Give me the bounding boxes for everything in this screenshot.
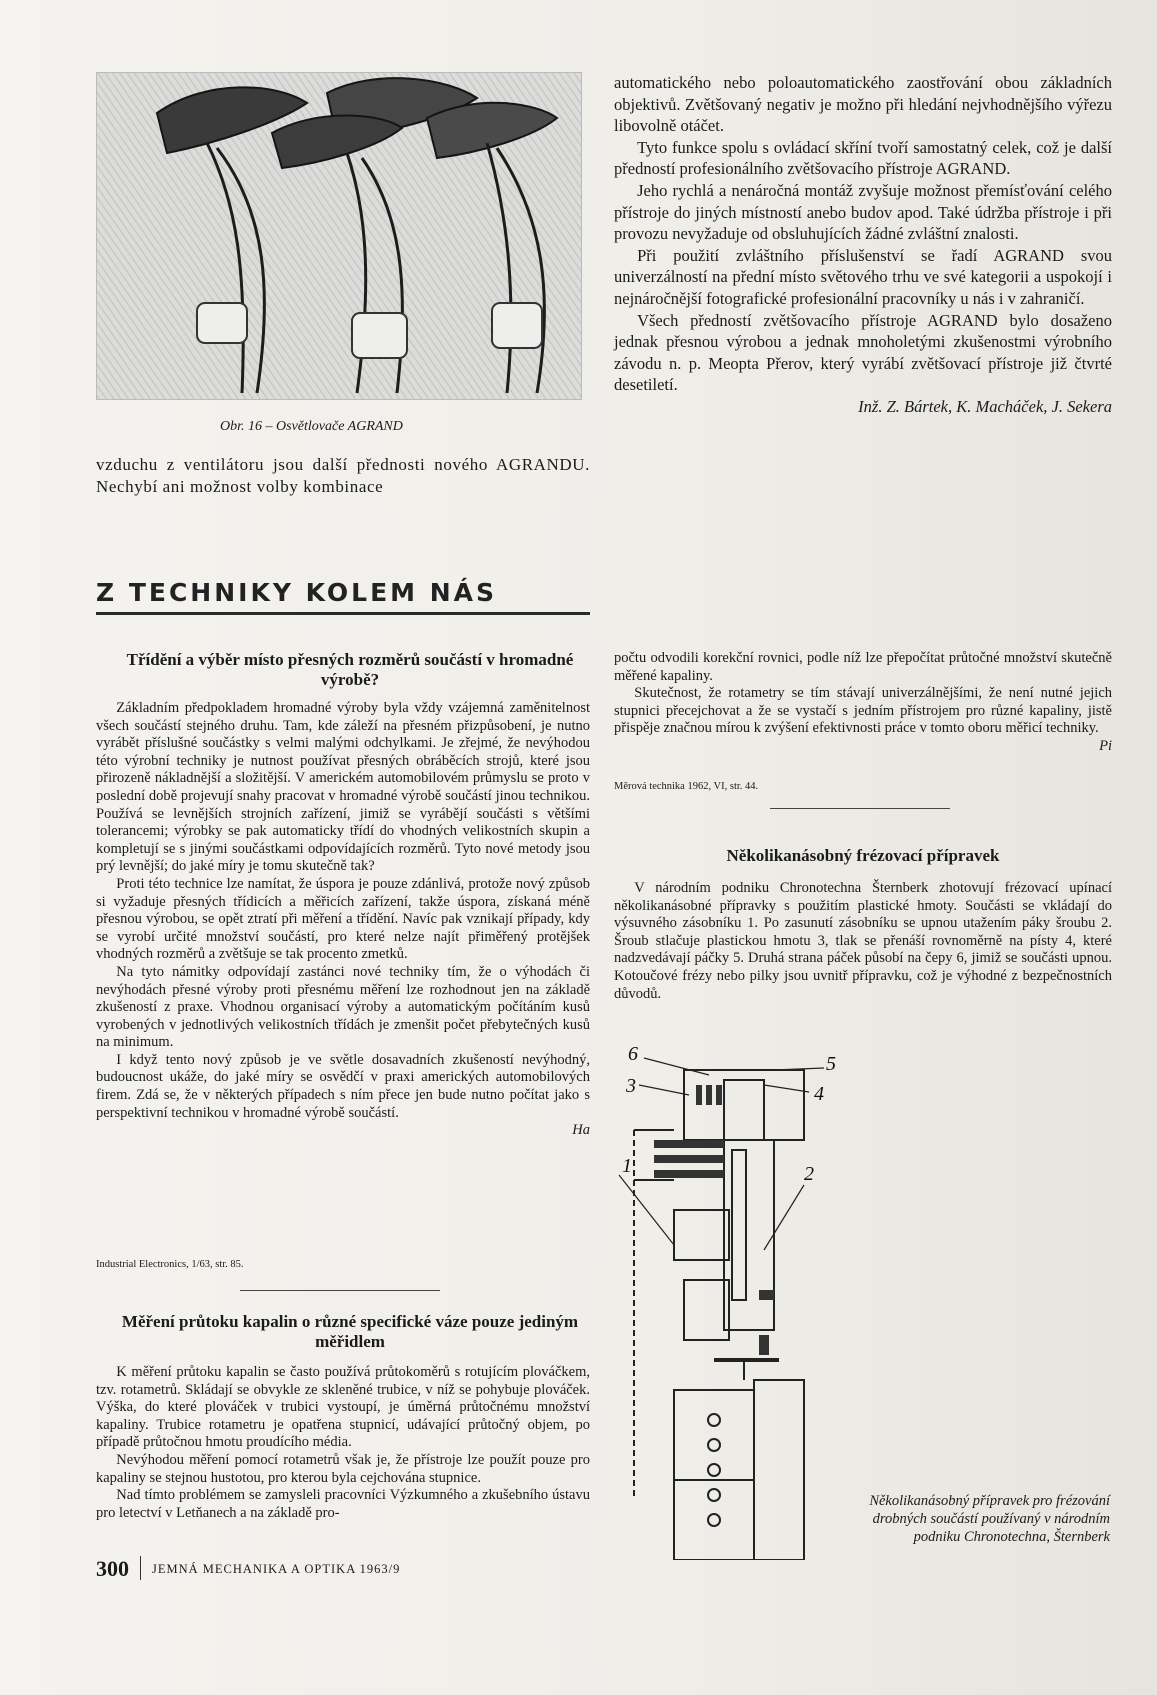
section-title: Z TECHNIKY KOLEM NÁS [96, 578, 498, 607]
figure-caption: Několikanásobný přípravek pro frézování drobných součástí používaný v národním podniku Chronotechna, Šternberk [869, 1493, 1110, 1545]
article3-body [614, 880, 1112, 1003]
photo-caption: Obr. 16 – Osvětlovače AGRAND [220, 419, 403, 434]
paragraph: Na tyto námitky odpovídají zastánci nové techniky tím, že o výhodách či nevýhodách přesné výroby proti přesnému měření lze rozhodnout jen na základě zkušeností z praxe. Vhodnou organisací výroby a automatickým počítáním kusů vyrobených v jednotlivých velikostních třídách je zmenšit počet přebytečných kusů na minimum. [96, 963, 590, 1051]
paragraph: automatického nebo poloautomatického zaostřování obou základních objektivů. Zvětšovaný negativ je možno při hledání nejvhodnějšího výřezu libovolně otáčet. [614, 73, 1112, 136]
paragraph: Při použití zvláštního příslušenství se řadí AGRAND svou univerzálností na přední místo světového trhu ve své kategorii a uspokojí i nejnáročnější fotografické profesionální pracovníky u nás i v zahraničí. [614, 245, 1112, 308]
figure-label: 2 [804, 1163, 814, 1185]
paragraph: K měření průtoku kapalin se často používá průtokoměrů s rotujícím plováčkem, tzv. rotametrů. Skládají se obvykle ze skleněné trubice, v níž se pohybuje plováček. Výška, do které plováček v trubici vystoupí, je úměrná průtočnému množství kapaliny. Trubice rotametru je opatřena stupnicí, udávající průtočný objem, po případě průtočnou hmotu proudícího média. [96, 1364, 590, 1451]
paragraph: V národním podniku Chronotechna Šternberk zhotovují frézovací upínací několikanásobné přípravky s použitím plastické hmoty. Součásti se vkládají do výsuvného zásobníku 1. Po zasunutí zásobníku se upnou utažením páky šroubu 2. Šroub stlačuje plastickou hmotu 3, tlak se přenáší rovnoměrně na písty 4, které nadzvedávají páčky 5. Druhá strana páček působí na čepy 6, jimiž se součásti upnou. Kotoučové frézy nebo pilky jsou uvnitř přípravku, což je výhodné z bezpečnostních důvodů. [614, 880, 1112, 1002]
section-rule [96, 612, 590, 615]
article3-title: Několikanásobný frézovací přípravek [726, 846, 1000, 865]
author-signature: Inž. Z. Bártek, K. Macháček, J. Sekera [858, 396, 1112, 416]
article2-signature: Pi [1099, 737, 1112, 754]
figure-label: 1 [622, 1155, 632, 1177]
photo-illustration [97, 73, 581, 399]
article2-continued [614, 650, 1112, 756]
paragraph: I když tento nový způsob je ve světle dosavadních zkušeností nevýhodný, budoucnost ukáže, do jaké míry se osvědčí v praxi amerických automobilových firem. Zdá se, že v některých případech s ním přece jen bude nutno počítat jako s perspektivní technikou v hromadné výrobě součástí. [96, 1051, 590, 1121]
article1-signature: Ha [572, 1122, 590, 1139]
journal-title: JEMNÁ MECHANIKA A OPTIKA 1963/9 [152, 1562, 401, 1576]
footer-separator [140, 1556, 141, 1580]
article1-title: Třídění a výběr místo přesných rozměrů součástí v hromadné výrobě? [126, 650, 574, 689]
photo-agrand-lamps [96, 72, 582, 400]
fixture-illustration [614, 1040, 874, 1560]
article2-title: Měření průtoku kapalin o různé specifické váze pouze jediným měřidlem [121, 1312, 579, 1351]
article-divider [770, 808, 950, 809]
article-divider [240, 1290, 440, 1291]
paragraph: Nad tímto problémem se zamysleli pracovníci Výzkumného a zkušebního ústavu pro letectví v Letňanech a na základě pro- [96, 1487, 590, 1521]
paragraph: Proti této technice lze namítat, že úspora je pouze zdánlivá, protože nový způsob si vyžaduje přesných třídicích a měřicích zařízení, takže úspora, získaná méně přesnou výrobou, se opět ztratí při měření a třídění. Navíc pak vznikají případy, kdy se vyrobí určité množství součástí, pro které nelze najít přiměřený protějšek vhodných rozměrů a zvětšuje se tak procento zmetků. [96, 875, 590, 963]
article2-source: Měrová technika 1962, VI, str. 44. [614, 781, 759, 792]
paragraph: vzduchu z ventilátoru jsou další přednosti nového AGRANDU. Nechybí ani možnost volby kombinace [96, 455, 590, 496]
paragraph: počtu odvodili korekční rovnici, podle níž lze přepočítat průtočné množství skutečně měřené kapaliny. [614, 650, 1112, 684]
paragraph: Skutečnost, že rotametry se tím stávají univerzálnějšími, že není nutné jejich stupnici přecejchovat a že se vystačí s jedním přístrojem pro různé kapaliny, jistě přispěje značnou mírou k zvýšení efektivnosti práce v tomto oboru měřicí techniky. [614, 685, 1112, 737]
page-number: 300 [96, 1556, 129, 1581]
article1-body [96, 700, 590, 1140]
fixture-drawing [614, 1040, 874, 1560]
paragraph: Tyto funkce spolu s ovládací skříní tvoří samostatný celek, což je další předností profesionálního zvětšovacího přístroje AGRAND. [614, 137, 1112, 179]
paragraph: Všech předností zvětšovacího přístroje AGRAND bylo dosaženo jednak přesnou výrobou a jednak mnoholetými zkušenostmi výrobního závodu n. p. Meopta Přerov, který vyrábí zvětšovací přístroje již čtvrté desetiletí. [614, 310, 1112, 395]
figure-label: 4 [814, 1083, 824, 1105]
article1-source: Industrial Electronics, 1/63, str. 85. [96, 1259, 244, 1270]
paragraph: Nevýhodou měření pomocí rotametrů však je, že přístroje lze použít pouze pro kapaliny se stejnou hustotou, pro kterou byla cejchována stupnice. [96, 1451, 590, 1486]
paragraph: Jeho rychlá a nenáročná montáž zvyšuje možnost přemísťování celého přístroje do jiných místností anebo budov apod. Také údržba přístroje i při provozu nevyžaduje od obsluhujících žádné zvláštní znalosti. [614, 180, 1112, 244]
figure-label: 5 [826, 1053, 836, 1075]
paragraph: Základním předpokladem hromadné výroby byla vždy vzájemná zaměnitelnost všech součástí stejného druhu. Tam, kde záleží na přesném přizpůsobení, je nutno vyrábět příslušné součástky s velmi malými odchylkami. Je zřejmé, že nevýhodou této výrobní techniky je nutnost používat přesných obráběcích strojů, které jsou přirozeně nákladnější a složitější. V americkém automobilovém průmyslu se proto v poslední době projevují snahy pracovat v hromadné výrobě součástí jinou technikou. Používá se levnějších strojních zařízení, jimiž se vyrábějí součásti s většími tolerancemi; výrobky se pak automaticky třídí do vhodných velikostních skupin a kompletují se s jinými součástkami odpovídajících rozměrů. Tyto nové metody jsou prý levnější; do jaké míry je tomu skutečně tak? [96, 700, 590, 875]
left-top-text [96, 454, 590, 498]
right-top-text [614, 72, 1112, 418]
article2-body [96, 1364, 590, 1522]
figure-label: 6 [628, 1043, 638, 1065]
figure-label: 3 [626, 1075, 636, 1097]
